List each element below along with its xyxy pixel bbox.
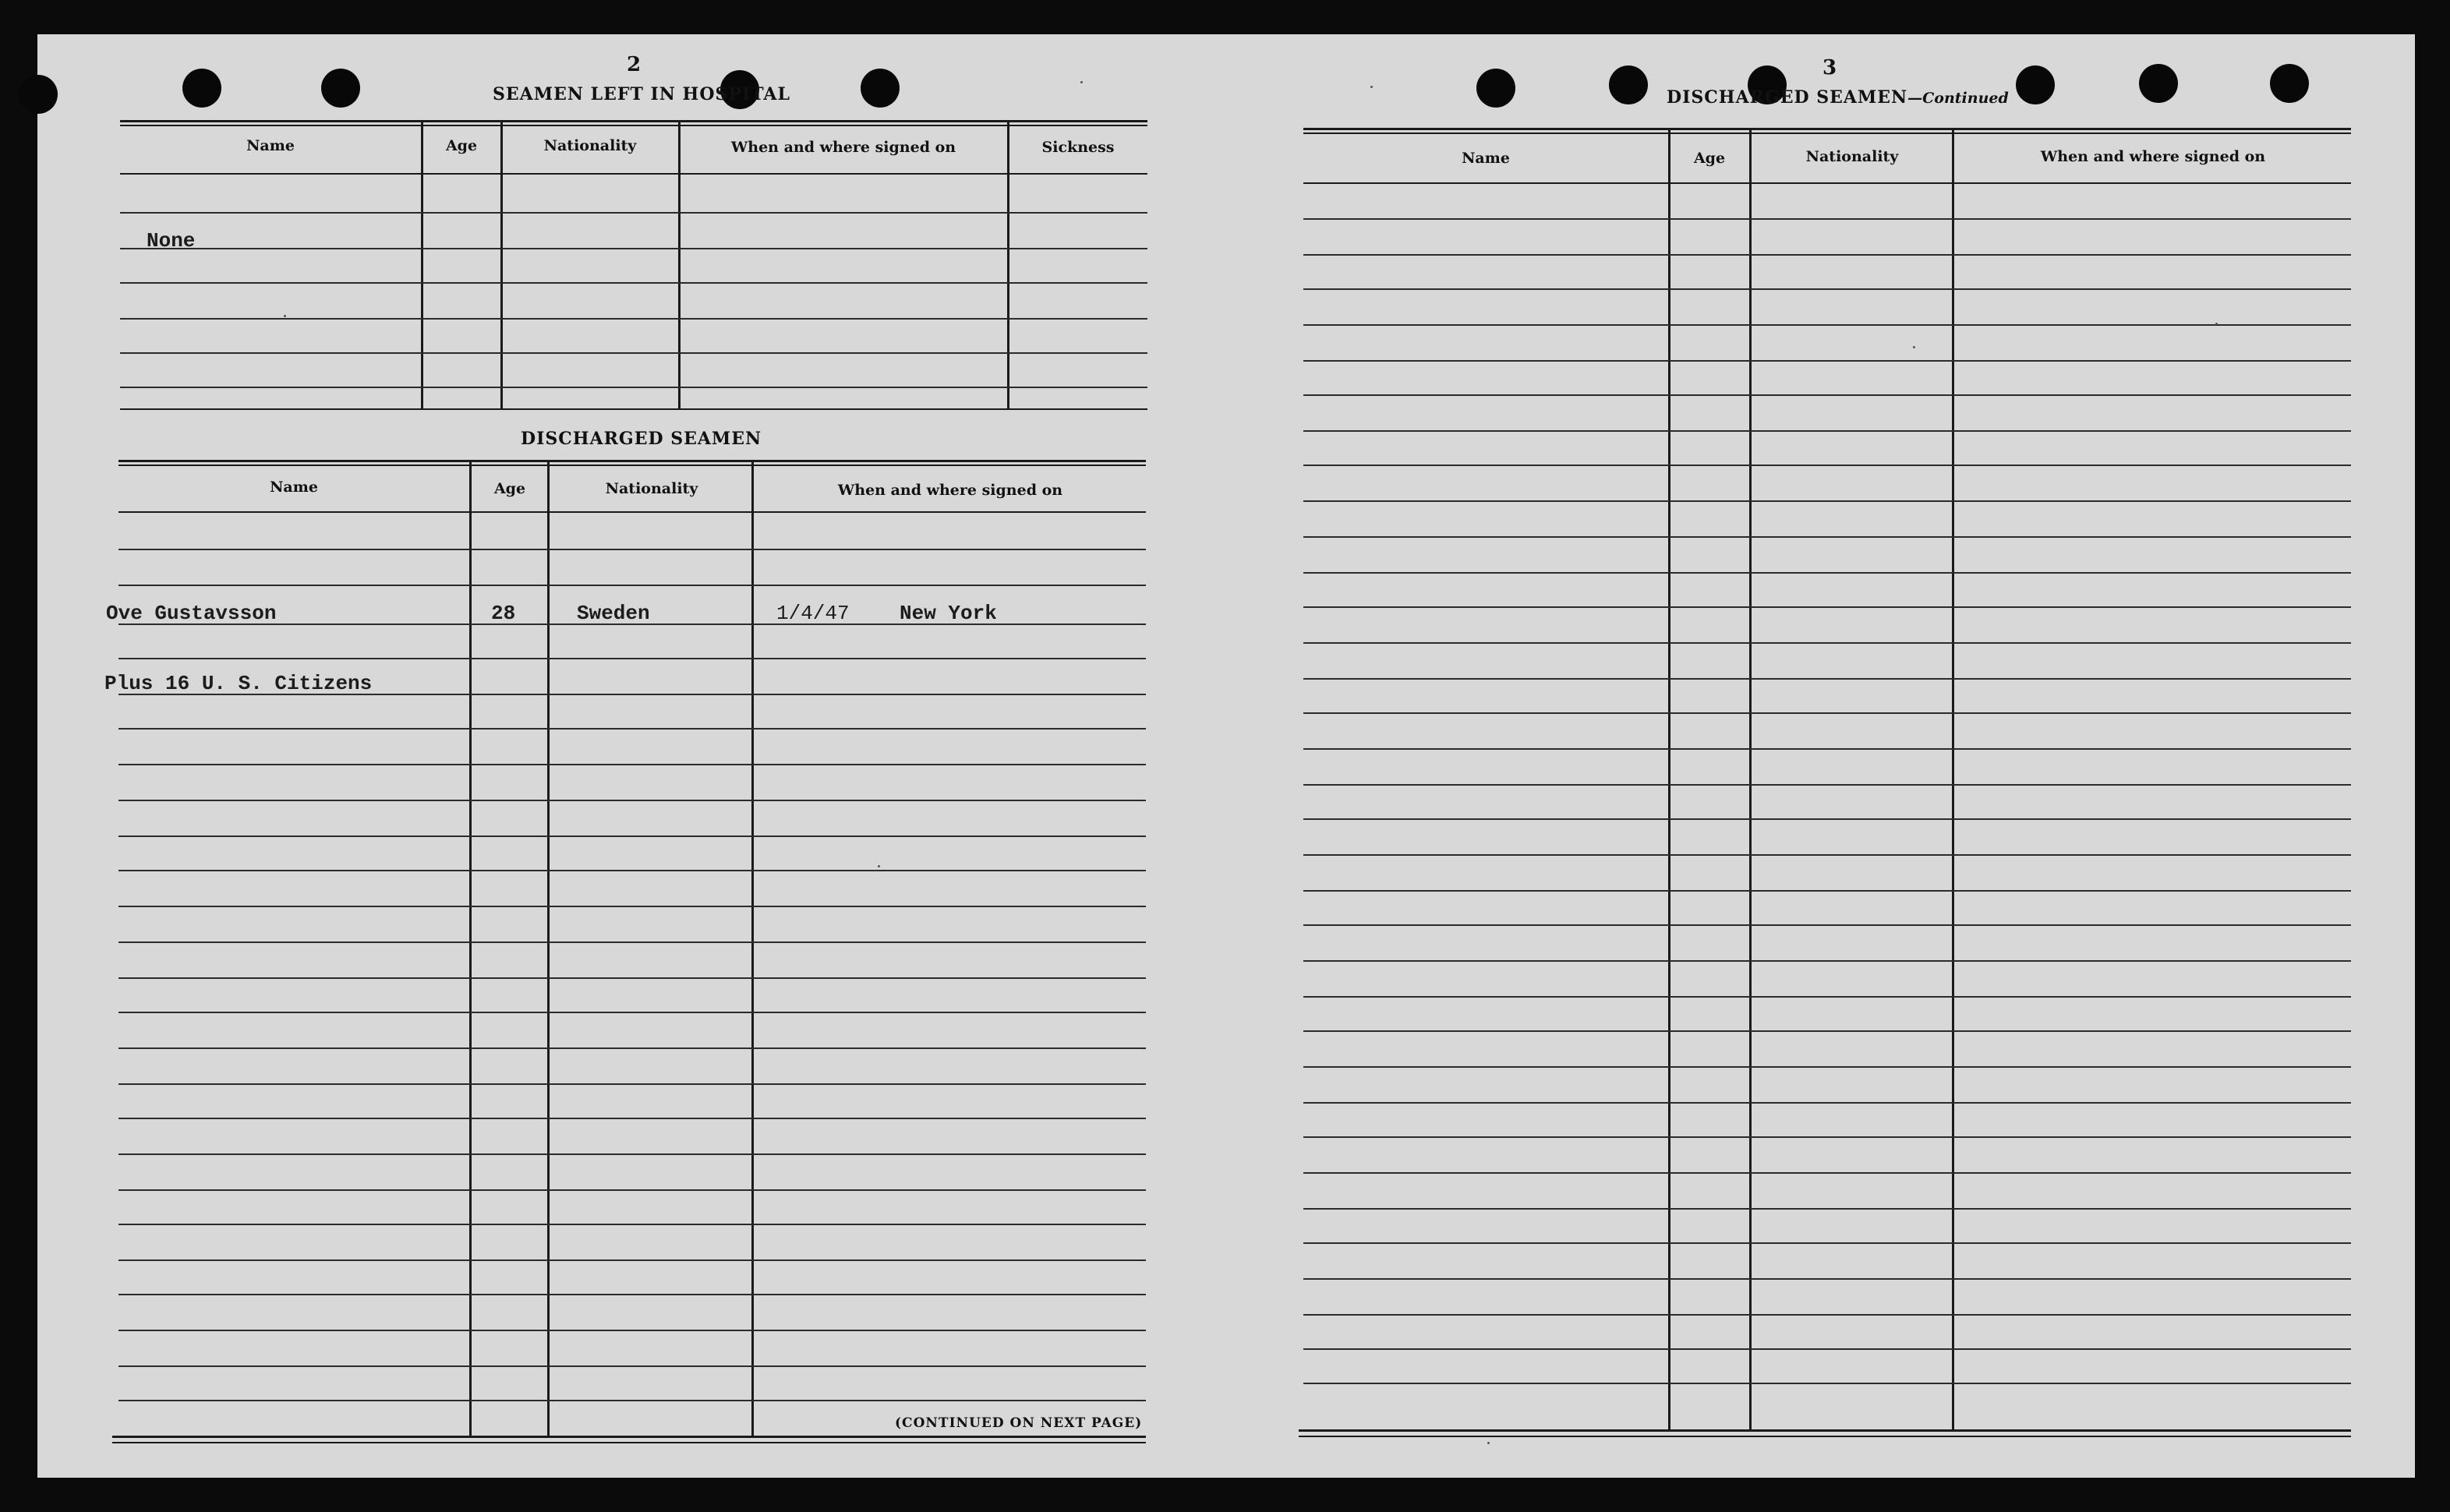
hospital-entry-none: None	[147, 229, 196, 253]
col-header-signed-on: When and where signed on	[837, 482, 1063, 499]
hospital-section-title: SEAMEN LEFT IN HOSPITAL	[493, 84, 790, 104]
seaman-signed-date: 1/4/47	[776, 602, 850, 625]
punch-hole	[19, 75, 58, 114]
col-header-age: Age	[493, 480, 526, 497]
paper-speck	[284, 315, 286, 317]
col-header-nationality: Nationality	[543, 137, 637, 154]
col-header-nationality: Nationality	[605, 480, 698, 497]
title-continued: —Continued	[1907, 90, 2009, 107]
title-text: DISCHARGED SEAMEN	[1667, 87, 1908, 108]
punch-hole	[1609, 65, 1648, 104]
col-header-name: Name	[270, 479, 318, 496]
paper-speck	[1370, 86, 1373, 88]
us-citizens-note: Plus 16 U. S. Citizens	[104, 672, 373, 695]
paper-speck	[1487, 1442, 1490, 1444]
discharged-continued-title	[1667, 87, 2009, 108]
col-header-age: Age	[1693, 150, 1726, 167]
page-number-right: 3	[1822, 56, 1837, 79]
col-header-age: Age	[445, 137, 478, 154]
punch-hole	[2016, 65, 2055, 104]
punch-hole	[861, 69, 900, 108]
col-header-name: Name	[1462, 150, 1510, 167]
seaman-signed-place: New York	[900, 602, 997, 625]
discharged-section-title: DISCHARGED SEAMEN	[521, 429, 762, 449]
page-number-left: 2	[627, 53, 642, 76]
punch-hole	[182, 69, 221, 108]
seaman-nationality: Sweden	[577, 602, 650, 625]
col-header-sickness: Sickness	[1041, 139, 1115, 156]
col-header-nationality: Nationality	[1805, 148, 1899, 165]
paper-speck	[1080, 81, 1083, 83]
seaman-age: 28	[491, 602, 516, 625]
punch-hole	[2270, 64, 2309, 103]
punch-hole	[2139, 64, 2178, 103]
paper-speck	[878, 865, 880, 867]
col-header-signed-on: When and where signed on	[730, 139, 956, 156]
seaman-name: Ove Gustavsson	[106, 602, 277, 625]
col-header-signed-on: When and where signed on	[2040, 148, 2266, 165]
paper-speck	[1913, 346, 1915, 348]
punch-hole	[1476, 69, 1515, 108]
form-sheet	[37, 34, 2415, 1478]
punch-hole	[321, 69, 360, 108]
continued-footer: (CONTINUED ON NEXT PAGE)	[895, 1415, 1143, 1431]
col-header-name: Name	[246, 137, 295, 154]
paper-speck	[2215, 323, 2218, 325]
